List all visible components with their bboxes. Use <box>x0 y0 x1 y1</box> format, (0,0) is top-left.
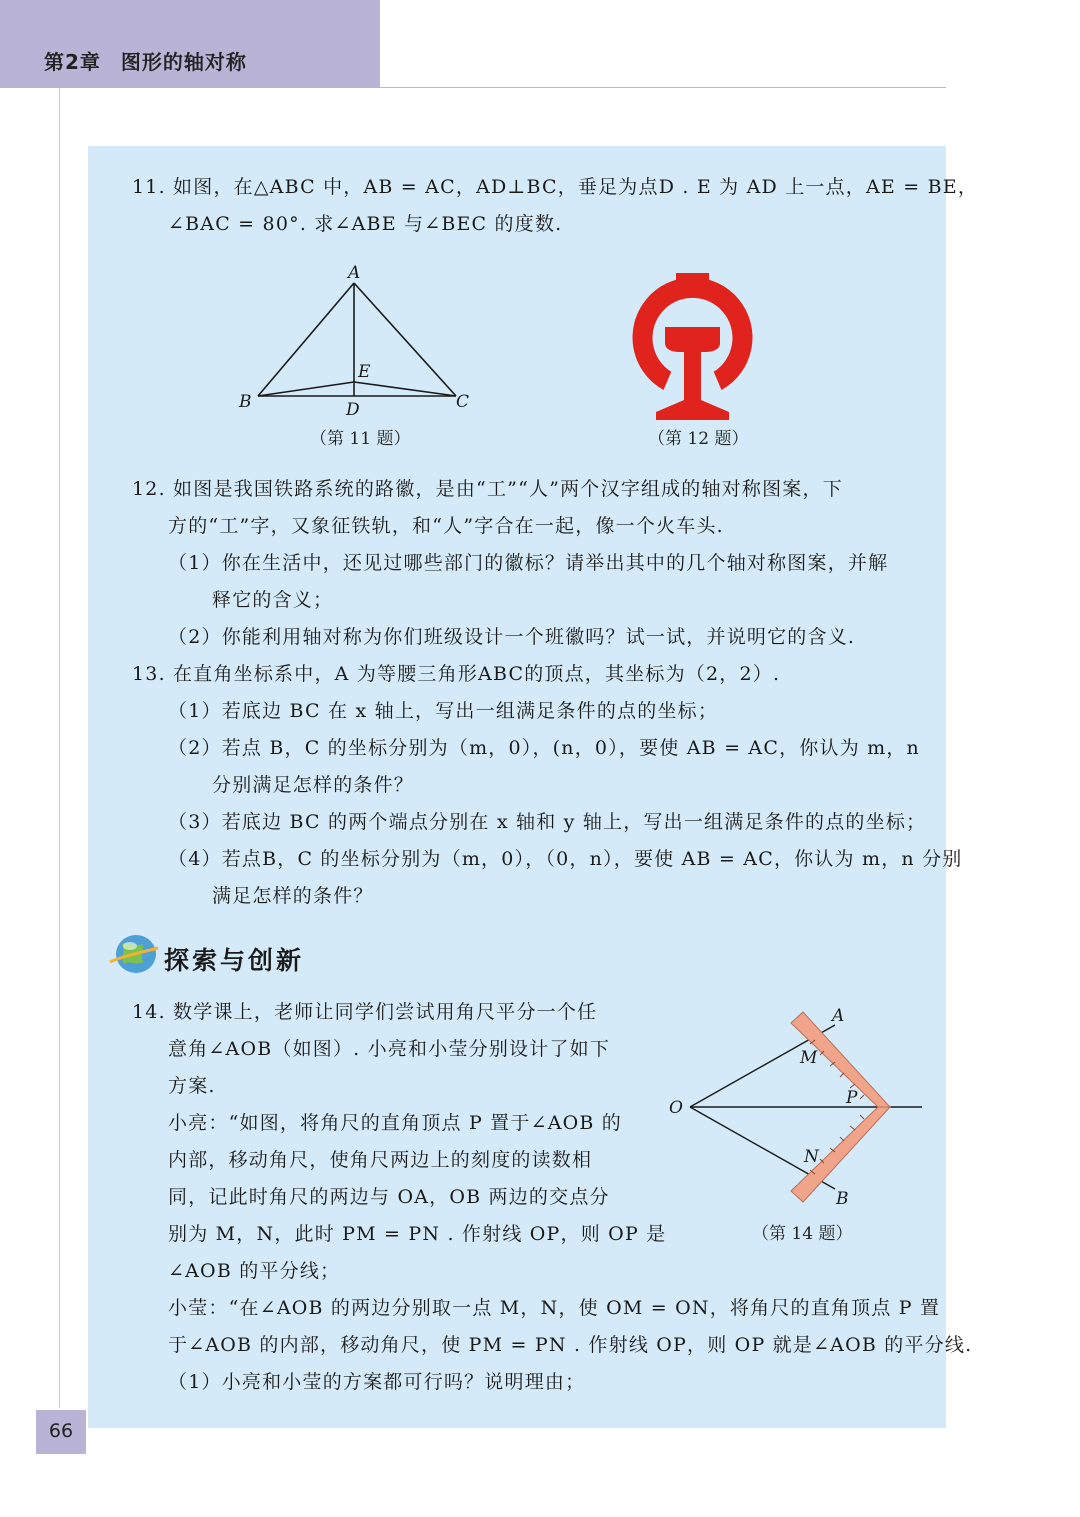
label-N: N <box>804 1147 819 1167</box>
label-O: O <box>669 1098 683 1118</box>
segment-AB <box>258 283 354 396</box>
problem14-line: 内部，移动角尺，使角尺两边上的刻度的读数相 <box>168 1149 593 1171</box>
label-B: B <box>239 392 252 412</box>
label-P: P <box>846 1088 858 1108</box>
problem12-line: （1）你在生活中，还见过哪些部门的徽标？请举出其中的几个轴对称图案，并解 <box>168 552 889 574</box>
problem14-line: 方案. <box>168 1075 216 1097</box>
problem13-line: 13. 在直角坐标系中，A 为等腰三角形ABC的顶点，其坐标为（2，2）. <box>132 663 781 685</box>
figure14-caption: （第 14 题） <box>752 1224 853 1244</box>
page-number-badge <box>36 1410 86 1454</box>
globe-icon <box>108 932 160 976</box>
segment-EC <box>354 382 456 396</box>
chapter-header <box>0 0 380 88</box>
label-D: D <box>346 400 360 418</box>
label-A: A <box>348 263 361 283</box>
problem13-line: （2）若点 B，C 的坐标分别为（m，0），(n，0），要使 AB = AC，你认为 m，n <box>168 737 920 759</box>
problem13-line: 分别满足怎样的条件？ <box>212 774 415 796</box>
figure11-caption: （第 11 题） <box>310 429 411 449</box>
problem14-line: 小莹：“在∠AOB 的两边分别取一点 M，N，使 OM = ON，将角尺的直角顶点 P 置 <box>168 1297 941 1319</box>
figure12-caption: （第 12 题） <box>648 429 749 449</box>
chapter-title <box>44 46 247 75</box>
problem12-line: 方的“工”字，又象征铁轨，和“人”字合在一起，像一个火车头. <box>168 515 724 537</box>
problem14-line: 意角∠AOB（如图）. 小亮和小莹分别设计了如下 <box>168 1038 611 1060</box>
problem14-line: 小亮：“如图，将角尺的直角顶点 P 置于∠AOB 的 <box>168 1112 622 1134</box>
section-title: 探索与创新 <box>164 946 305 975</box>
chapter-number: 第2章 <box>44 50 101 74</box>
problem12-line: （2）你能利用轴对称为你们班级设计一个班徽吗？试一试，并说明它的含义. <box>168 626 856 648</box>
margin-line <box>59 88 60 1408</box>
problem12-line: 释它的含义； <box>212 589 334 611</box>
chapter-name: 图形的轴对称 <box>120 50 247 74</box>
label-E: E <box>358 362 371 382</box>
problem12-line: 12. 如图是我国铁路系统的路徽，是由“工”“人”两个汉字组成的轴对称图案，下 <box>132 478 843 500</box>
problem13-line: 满足怎样的条件？ <box>212 885 374 907</box>
page-number: 66 <box>48 1420 74 1442</box>
triangle-figure <box>230 258 480 418</box>
label-B: B <box>836 1189 849 1209</box>
problem14-line: ∠AOB 的平分线； <box>168 1260 341 1282</box>
problem11-line: ∠BAC = 80°. 求∠ABE 与∠BEC 的度数. <box>168 213 563 235</box>
label-M: M <box>800 1048 818 1068</box>
problem14-line: 别为 M，N，此时 PM = PN . 作射线 OP，则 OP 是 <box>168 1223 667 1245</box>
problem14-line: 于∠AOB 的内部，移动角尺，使 PM = PN . 作射线 OP，则 OP 就是∠AOB 的平分线. <box>168 1334 973 1356</box>
problem14-line: （1）小亮和小莹的方案都可行吗？说明理由； <box>168 1371 586 1393</box>
label-C: C <box>456 392 470 412</box>
railway-logo <box>620 270 765 425</box>
segment-BE <box>258 382 354 396</box>
problem14-line: 14. 数学课上，老师让同学们尝试用角尺平分一个任 <box>132 1001 598 1023</box>
label-A: A <box>832 1006 845 1026</box>
angle-bisector-figure <box>660 995 930 1215</box>
problem13-line: （1）若底边 BC 在 x 轴上，写出一组满足条件的点的坐标； <box>168 700 719 722</box>
problem14-line: 同，记此时角尺的两边与 OA，OB 两边的交点分 <box>168 1186 610 1208</box>
problem13-line: （3）若底边 BC 的两个端点分别在 x 轴和 y 轴上，写出一组满足条件的点的坐标； <box>168 811 927 833</box>
problem13-line: （4）若点B，C 的坐标分别为（m，0），（0，n），要使 AB = AC，你认为 m，n 分别 <box>168 848 963 870</box>
problem11-line: 11. 如图，在△ABC 中，AB = AC，AD⊥BC，垂足为点D . E 为 AD 上一点，AE = BE， <box>132 176 979 198</box>
header-rule <box>380 87 946 88</box>
